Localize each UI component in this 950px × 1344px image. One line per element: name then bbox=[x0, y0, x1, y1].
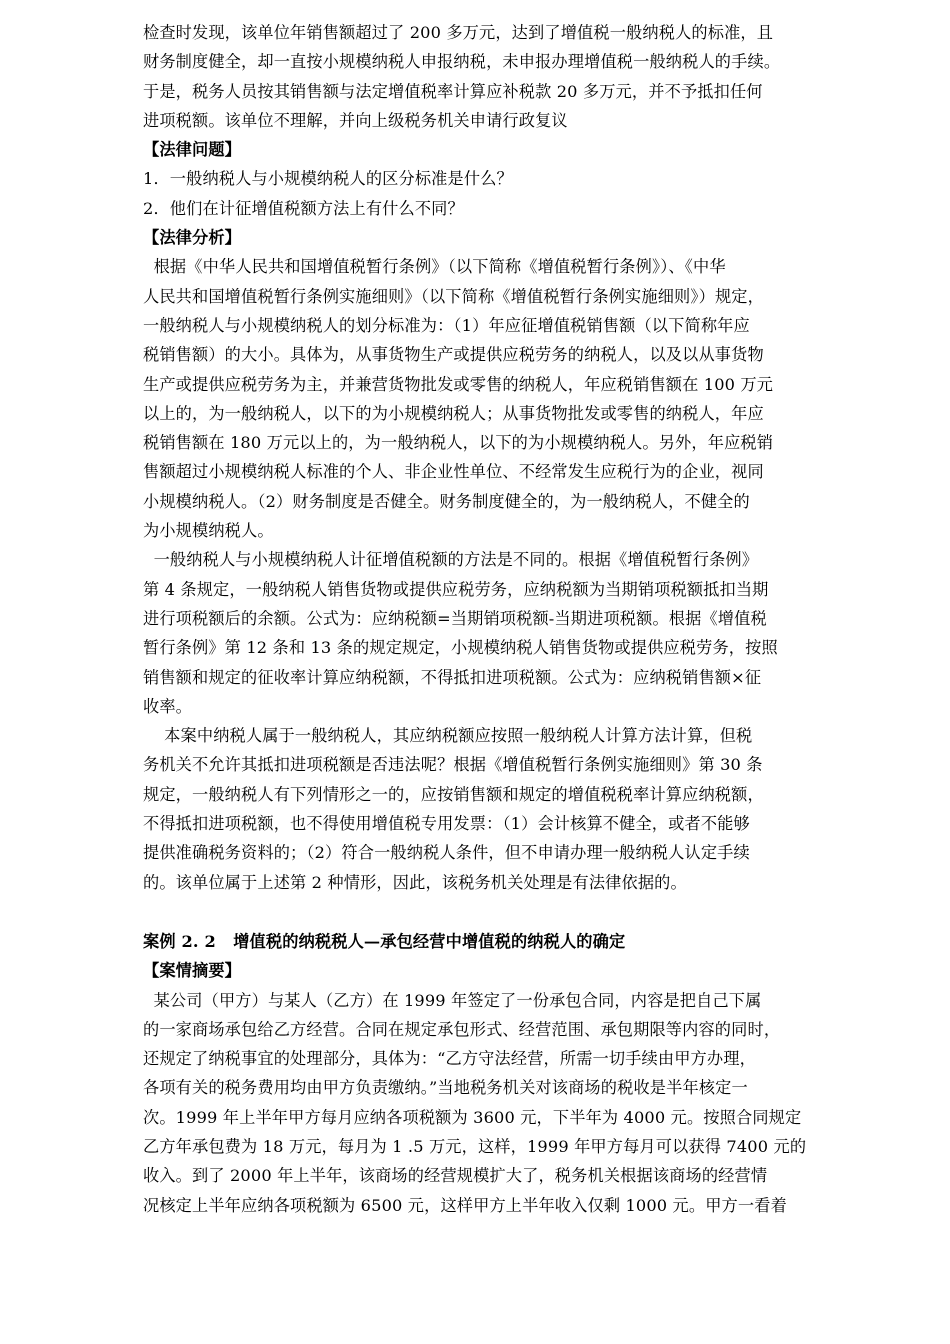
text-line: 进行项税额后的余额。公式为：应纳税额=当期销项税额-当期进项税额。根据《增值税 bbox=[143, 608, 767, 628]
legal-issues-heading: 【法律问题】 bbox=[143, 140, 242, 160]
analysis-paragraph-2 bbox=[143, 545, 883, 721]
document-page bbox=[143, 18, 883, 1220]
text-line: 次。1999 年上半年甲方每月应纳各项税额为 3600 元，下半年为 4000 元。按照合同规定 bbox=[143, 1107, 802, 1127]
text-line: 乙方年承包费为 18 万元，每月为 1 .5 万元，这样，1999 年甲方每月可以获得 7400 元的 bbox=[143, 1136, 807, 1156]
text-line: 财务制度健全，却一直按小规模纳税人申报纳税，未申报办理增值税一般纳税人的手续。 bbox=[143, 52, 781, 72]
text-line: 销售额和规定的征收率计算应纳税额，不得抵扣进项税额。公式为：应纳税销售额×征 bbox=[143, 667, 762, 687]
text-line: 检查时发现，该单位年销售额超过了 200 多万元，达到了增值税一般纳税人的标准，且 bbox=[143, 23, 774, 42]
text-line: 暂行条例》第 12 条和 13 条的规定规定，小规模纳税人销售货物或提供应税劳务，按照 bbox=[143, 638, 778, 658]
intro-paragraph bbox=[143, 18, 883, 135]
text-line: 人民共和国增值税暂行条例实施细则》（以下简称《增值税暂行条例实施细则》）规定， bbox=[143, 286, 764, 306]
text-line: 的。该单位属于上述第 2 种情形，因此，该税务机关处理是有法律依据的。 bbox=[143, 872, 687, 892]
text-line: 为小规模纳税人。 bbox=[143, 521, 274, 541]
text-line: 第 4 条规定，一般纳税人销售货物或提供应税劳务，应纳税额为当期销项税额抵扣当期 bbox=[143, 579, 769, 599]
text-line: 提供准确税务资料的；（2）符合一般纳税人条件，但不申请办理一般纳税人认定手续 bbox=[143, 843, 750, 863]
text-line: 进项税额。该单位不理解，并向上级税务机关申请行政复议 bbox=[143, 110, 568, 130]
text-line: 本案中纳税人属于一般纳税人，其应纳税额应按照一般纳税人计算方法计算，但税 bbox=[143, 726, 753, 746]
text-line: 税销售额在 180 万元以上的，为一般纳税人，以下的为小规模纳税人。另外，年应税销 bbox=[143, 433, 774, 453]
text-line: 不得抵扣进项税额，也不得使用增值税专用发票：（1）会计核算不健全，或者不能够 bbox=[143, 814, 750, 834]
text-line: 的一家商场承包给乙方经营。合同在规定承包形式、经营范围、承包期限等内容的同时， bbox=[143, 1019, 781, 1039]
case-title: 案例 2. 2 增值税的纳税税人—承包经营中增值税的纳税人的确定 bbox=[143, 931, 626, 951]
text-line: 某公司（甲方）与某人（乙方）在 1999 年签定了一份承包合同，内容是把自己下属 bbox=[143, 990, 762, 1010]
text-line: 税销售额）的大小。具体为，从事货物生产或提供应税劳务的纳税人，以及以从事货物 bbox=[143, 345, 764, 365]
question-item: 1．一般纳税人与小规模纳税人的区分标准是什么？ bbox=[143, 169, 513, 189]
legal-analysis-heading: 【法律分析】 bbox=[143, 228, 242, 248]
text-line: 生产或提供应税劳务为主，并兼营货物批发或零售的纳税人，年应税销售额在 100 万元 bbox=[143, 374, 774, 394]
text-line: 况核定上半年应纳各项税额为 6500 元，这样甲方上半年收入仅剩 1000 元。甲方一看着 bbox=[143, 1195, 787, 1215]
text-line: 收率。 bbox=[143, 696, 193, 716]
text-line: 以上的，为一般纳税人，以下的为小规模纳税人；从事货物批发或零售的纳税人，年应 bbox=[143, 403, 764, 423]
text-line: 小规模纳税人。（2）财务制度是否健全。财务制度健全的，为一般纳税人，不健全的 bbox=[143, 491, 750, 511]
analysis-paragraph-3 bbox=[143, 721, 883, 897]
analysis-paragraph-1 bbox=[143, 252, 883, 545]
text-line: 一般纳税人与小规模纳税人的划分标准为：（1）年应征增值税销售额（以下简称年应 bbox=[143, 315, 750, 335]
case-summary-paragraph bbox=[143, 986, 883, 1220]
question-list bbox=[143, 164, 883, 223]
text-line: 根据《中华人民共和国增值税暂行条例》（以下简称《增值税暂行条例》）、《中华 bbox=[143, 257, 726, 277]
text-line: 规定，一般纳税人有下列情形之一的，应按销售额和规定的增值税税率计算应纳税额， bbox=[143, 784, 764, 804]
text-line: 各项有关的税务费用均由甲方负责缴纳。”当地税务机关对该商场的税收是半年核定一 bbox=[143, 1078, 748, 1098]
question-item: 2．他们在计征增值税额方法上有什么不同？ bbox=[143, 198, 464, 218]
text-line: 售额超过小规模纳税人标准的个人、非企业性单位、不经常发生应税行为的企业，视同 bbox=[143, 462, 764, 482]
case-summary-heading: 【案情摘要】 bbox=[143, 961, 242, 981]
text-line: 一般纳税人与小规模纳税人计征增值税额的方法是不同的。根据《增值税暂行条例》 bbox=[143, 550, 759, 570]
section-spacer bbox=[143, 897, 883, 927]
text-line: 还规定了纳税事宜的处理部分，具体为：“乙方守法经营，所需一切手续由甲方办理， bbox=[143, 1049, 756, 1069]
text-line: 于是，税务人员按其销售额与法定增值税率计算应补税款 20 多万元，并不予抵扣任何 bbox=[143, 81, 763, 101]
text-line: 务机关不允许其抵扣进项税额是否违法呢？根据《增值税暂行条例实施细则》第 30 条 bbox=[143, 755, 763, 775]
text-line: 收入。到了 2000 年上半年，该商场的经营规模扩大了，税务机关根据该商场的经营情 bbox=[143, 1166, 768, 1186]
